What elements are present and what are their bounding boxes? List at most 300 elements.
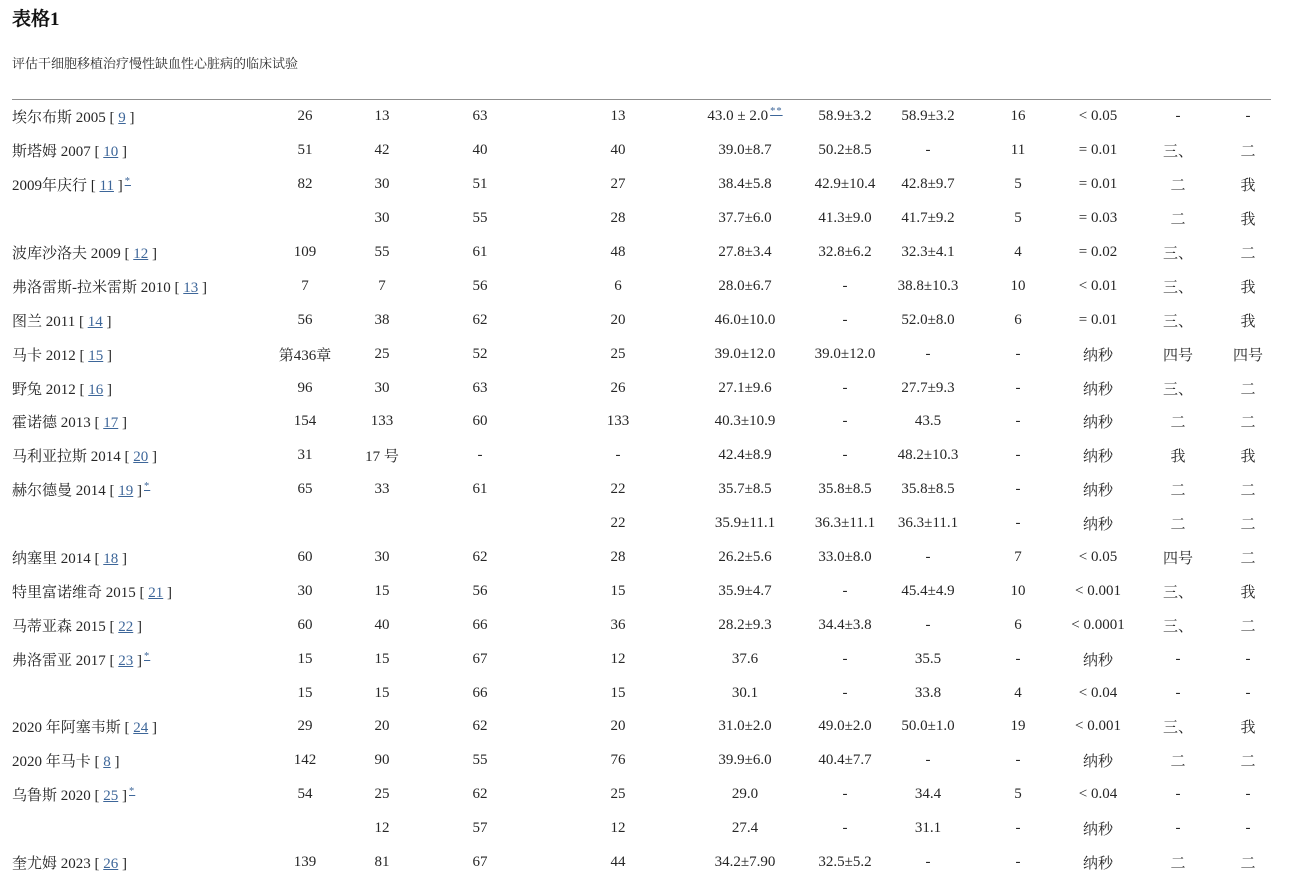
value-cell: 57 (472, 820, 488, 837)
value-cell: 我 (1240, 178, 1256, 195)
value-cell: 63 (472, 108, 488, 125)
table-row (12, 846, 1271, 880)
value-cell: 纳秒 (1082, 652, 1113, 669)
table-row (12, 744, 1271, 778)
value-cell: - (1015, 820, 1021, 837)
study-name: 图兰 2011 [ (12, 313, 88, 330)
study-cell (12, 236, 255, 270)
value-cell: 31.1 (914, 820, 942, 837)
value-cell: - (842, 786, 848, 803)
value-cell: - (842, 311, 848, 328)
value-cell: 109 (293, 244, 317, 260)
value-cell: 15 (374, 582, 390, 599)
table-row (12, 642, 1271, 676)
value-cell: 35.8±8.5 (901, 481, 955, 498)
value-cell: 43.0 ± 2.0 ** (707, 106, 783, 125)
study-name: 2020 年马卡 [ (12, 754, 104, 771)
value-cell: 四号 (1232, 347, 1263, 364)
value-cell: = 0.01 (1078, 311, 1118, 328)
study-name: 特里富诺维奇 2015 [ (12, 584, 149, 601)
table-row (12, 439, 1271, 473)
value-cell: 22 (610, 481, 626, 498)
value-cell: - (842, 379, 848, 396)
value-cell: 32.8±6.2 (818, 244, 872, 260)
value-cell: 二 (1240, 551, 1256, 568)
footnote-marker (125, 176, 131, 187)
reference-bracket: ] (103, 347, 112, 364)
value-cell: 48 (610, 244, 626, 260)
value-cell: 33.0±8.0 (818, 549, 872, 566)
value-cell: 35.5 (914, 650, 942, 667)
value-cell: 142 (293, 752, 317, 769)
study-name: 乌鲁斯 2020 [ (12, 788, 104, 805)
value-cell: 51 (472, 176, 488, 193)
value-cell: 5 (1014, 176, 1022, 193)
value-cell: 133 (370, 413, 394, 430)
value-cell: 27.4 (731, 820, 759, 837)
value-cell: 13 (610, 108, 626, 125)
value-cell: 58.9±3.2 (901, 108, 955, 125)
study-cell (12, 371, 255, 405)
value-cell: 38.4±5.8 (718, 176, 772, 193)
value-cell: - (1245, 820, 1251, 837)
value-cell: 15 (374, 650, 390, 667)
table-row (12, 303, 1271, 337)
value-cell: - (925, 854, 931, 871)
value-cell (409, 507, 551, 541)
value-cell: 12 (610, 820, 626, 837)
reference-link-10[interactable]: 10 (103, 144, 119, 161)
value-cell (355, 507, 409, 541)
table-row (12, 541, 1271, 575)
value-cell: 我 (1170, 449, 1186, 466)
value-cell: - (925, 752, 931, 769)
value-cell: 三、 (1162, 313, 1193, 330)
value-cell: - (842, 820, 848, 837)
value-cell: < 0.04 (1078, 786, 1118, 803)
value-cell: 二 (1240, 856, 1256, 873)
value-cell: - (842, 413, 848, 430)
value-cell: 10 (1010, 277, 1026, 294)
value-cell: 26 (610, 379, 626, 396)
value-cell: 82 (297, 176, 313, 193)
study-cell (12, 405, 255, 439)
value-cell: 139 (293, 854, 317, 871)
value-cell: < 0.001 (1075, 582, 1121, 599)
value-cell: 6 (614, 277, 622, 294)
footnote-marker (144, 481, 150, 492)
value-cell: 纳秒 (1082, 856, 1113, 873)
value-cell: 36.3±11.1 (814, 515, 876, 532)
value-cell: 三、 (1162, 246, 1193, 262)
study-name: 霍诺德 2013 [ (12, 415, 104, 432)
table-row (12, 337, 1271, 371)
value-cell: 三、 (1162, 381, 1193, 398)
value-cell: 二 (1240, 381, 1256, 398)
value-cell: 40 (472, 142, 488, 159)
reference-bracket: ] (163, 584, 172, 601)
value-cell: 4 (1014, 684, 1022, 701)
value-cell: 62 (472, 549, 488, 566)
study-cell (12, 337, 255, 371)
table-body (12, 100, 1271, 880)
value-cell: 33 (374, 481, 390, 498)
footnote-star-link[interactable]: * (124, 176, 131, 188)
reference-bracket: ] (113, 178, 123, 195)
value-cell: < 0.001 (1075, 718, 1121, 735)
value-cell: 20 (374, 718, 390, 735)
value-cell: 二 (1170, 483, 1186, 500)
value-cell: 32.3±4.1 (901, 244, 955, 260)
reference-link-9[interactable]: 9 (118, 110, 126, 127)
value-cell: 55 (472, 210, 488, 227)
value-cell: 55 (374, 244, 390, 260)
study-cell (12, 269, 255, 303)
value-cell: 纳秒 (1082, 822, 1113, 839)
reference-link-13[interactable]: 13 (183, 279, 199, 296)
value-cell: 36 (610, 616, 626, 633)
value-cell: 37.6 (731, 650, 759, 667)
value-cell: 36.3±11.1 (897, 515, 959, 532)
value-cell: 15 (374, 684, 390, 701)
reference-link-14[interactable]: 14 (87, 313, 103, 330)
value-cell: 44 (610, 854, 626, 871)
value-cell: 22 (610, 515, 626, 532)
value-cell: 30 (374, 379, 390, 396)
value-cell: 48.2±10.3 (897, 447, 959, 464)
value-cell: 12 (610, 650, 626, 667)
value-cell: 二 (1240, 246, 1256, 262)
value-cell: 58.9±3.2 (818, 108, 872, 125)
table-row (12, 676, 1271, 710)
value-cell: - (842, 650, 848, 667)
value-cell: 7 (1014, 549, 1022, 566)
study-cell (12, 710, 255, 744)
value-cell: - (1175, 684, 1181, 701)
value-cell: 四号 (1162, 551, 1193, 568)
value-cell: 51 (297, 142, 313, 159)
value-cell: 30 (374, 176, 390, 193)
value-cell: 42.4±8.9 (718, 447, 772, 464)
value-cell: 45.4±4.9 (901, 582, 955, 599)
value-cell: 二 (1170, 415, 1186, 432)
value-cell: 35.9±11.1 (714, 515, 776, 532)
table-row (12, 168, 1271, 202)
reference-link-18[interactable]: 18 (103, 551, 119, 568)
table-row (12, 608, 1271, 642)
study-cell (12, 168, 255, 202)
value-cell: - (1015, 447, 1021, 464)
reference-bracket: ] (118, 551, 127, 568)
value-cell: 30 (297, 582, 313, 599)
value-cell: - (1015, 515, 1021, 532)
value-cell: 19 (1010, 718, 1026, 735)
value-cell: 30 (374, 210, 390, 227)
table-row (12, 100, 1271, 134)
value-cell: 35.7±8.5 (718, 481, 772, 498)
value-cell: 42 (374, 142, 390, 159)
value-cell: 56 (472, 277, 488, 294)
footnote-star-link[interactable]: * (144, 650, 151, 662)
value-cell: 34.4±3.8 (818, 616, 872, 633)
value-cell: = 0.01 (1078, 142, 1118, 159)
table-row (12, 134, 1271, 168)
reference-bracket: ] (133, 652, 142, 669)
footnote-marker (770, 106, 783, 117)
value-cell (255, 202, 355, 236)
value-cell: 56 (472, 582, 488, 599)
footnote-star-link[interactable]: * (129, 786, 136, 798)
value-cell: 30 (374, 549, 390, 566)
value-cell: 62 (472, 311, 488, 328)
value-cell: 20 (610, 311, 626, 328)
value-cell: 90 (374, 752, 390, 769)
value-cell: 50.0±1.0 (901, 718, 955, 735)
table-row (12, 710, 1271, 744)
value-cell: - (1015, 752, 1021, 769)
value-cell: 49.0±2.0 (818, 718, 872, 735)
value-cell: 33.8 (914, 684, 942, 701)
study-name: 2020 年阿塞韦斯 [ (12, 720, 134, 737)
value-cell: 29 (297, 718, 313, 735)
value-cell: 54 (297, 786, 313, 803)
value-cell: 12 (374, 820, 390, 837)
value-cell: 37.7±6.0 (718, 210, 772, 227)
value-cell: 7 (301, 277, 309, 294)
value-cell: 13 (374, 108, 390, 125)
value-cell: = 0.02 (1078, 244, 1118, 260)
study-cell (12, 541, 255, 575)
value-cell: 四号 (1162, 347, 1193, 364)
value-cell: - (925, 616, 931, 633)
value-cell: 7 (378, 277, 386, 294)
value-cell: 我 (1240, 212, 1256, 229)
value-cell: - (1015, 379, 1021, 396)
value-cell: 27.8±3.4 (718, 244, 772, 260)
value-cell: 76 (610, 752, 626, 769)
value-cell: < 0.05 (1078, 549, 1118, 566)
value-cell: - (1015, 413, 1021, 430)
study-cell (12, 812, 255, 846)
value-cell: 34.4 (914, 786, 942, 803)
study-cell (12, 676, 255, 710)
table-row (12, 812, 1271, 846)
study-cell (12, 202, 255, 236)
value-cell: - (925, 142, 931, 159)
value-cell: 40 (374, 616, 390, 633)
reference-link-21[interactable]: 21 (148, 584, 164, 601)
study-name: 马利亚拉斯 2014 [ (12, 449, 134, 466)
value-cell: 66 (472, 684, 488, 701)
reference-link-16[interactable]: 16 (88, 381, 104, 398)
value-cell: = 0.01 (1078, 176, 1118, 193)
value-cell: - (1245, 108, 1251, 125)
footnote-double-star-link[interactable]: ** (770, 106, 783, 118)
value-cell: - (1245, 786, 1251, 803)
reference-bracket: ] (103, 381, 112, 398)
value-cell: 二 (1240, 483, 1256, 500)
value-cell: - (842, 684, 848, 701)
value-cell: 纳秒 (1082, 381, 1113, 398)
value-cell: 55 (472, 752, 488, 769)
value-cell: 46.0±10.0 (714, 311, 776, 328)
study-cell (12, 439, 255, 473)
value-cell: - (1245, 684, 1251, 701)
value-cell: 27.1±9.6 (718, 379, 772, 396)
reference-bracket: ] (118, 856, 127, 873)
study-name: 赫尔德曼 2014 [ (12, 483, 119, 500)
value-cell: < 0.05 (1078, 108, 1118, 125)
value-cell: 38.8±10.3 (897, 277, 959, 294)
value-cell: 二 (1240, 144, 1256, 161)
value-cell: 我 (1240, 279, 1256, 296)
value-cell: 63 (472, 379, 488, 396)
value-cell: 39.0±8.7 (718, 142, 772, 159)
value-cell: 纳秒 (1082, 754, 1113, 771)
value-cell: - (925, 549, 931, 566)
value-cell: 50.2±8.5 (818, 142, 872, 159)
value-cell: 我 (1240, 449, 1256, 466)
study-name: 马卡 2012 [ (12, 347, 89, 364)
table-row (12, 236, 1271, 270)
value-cell: 20 (610, 718, 626, 735)
value-cell: - (925, 345, 931, 362)
value-cell: 32.5±5.2 (818, 854, 872, 871)
reference-link-17[interactable]: 17 (103, 415, 119, 432)
value-cell: - (1015, 481, 1021, 498)
footnote-marker (144, 651, 150, 662)
value-cell: 41.3±9.0 (818, 210, 872, 227)
table-row (12, 778, 1271, 812)
value-cell: - (842, 277, 848, 294)
value-cell: 60 (472, 413, 488, 430)
value-cell: 40.3±10.9 (714, 413, 776, 430)
reference-link-20[interactable]: 20 (133, 449, 149, 466)
value-cell: 39.9±6.0 (718, 752, 772, 769)
value-cell: 二 (1240, 517, 1256, 534)
value-cell: 29.0 (731, 786, 759, 803)
study-name: 埃尔布斯 2005 [ (12, 110, 119, 127)
footnote-star-link[interactable]: * (144, 481, 151, 493)
value-cell: - (477, 447, 483, 464)
value-cell: 纳秒 (1082, 483, 1113, 500)
table-row (12, 269, 1271, 303)
table-row (12, 473, 1271, 507)
reference-bracket: ] (133, 483, 142, 500)
study-name: 马蒂亚森 2015 [ (12, 618, 119, 635)
footnote-marker (129, 786, 135, 797)
value-cell: 25 (610, 345, 626, 362)
value-cell: - (1175, 786, 1181, 803)
value-cell: 65 (297, 481, 313, 498)
value-cell: 6 (1014, 616, 1022, 633)
reference-link-25[interactable]: 25 (103, 788, 119, 805)
value-cell: - (1015, 345, 1021, 362)
table-row (12, 405, 1271, 439)
value-cell: 41.7±9.2 (901, 210, 955, 227)
reference-link-11[interactable]: 11 (99, 178, 114, 195)
value-cell: 10 (1010, 582, 1026, 599)
study-cell (12, 778, 255, 812)
value-cell: 28 (610, 549, 626, 566)
value-cell: 38 (374, 311, 390, 328)
value-cell: 二 (1240, 415, 1256, 432)
value-cell: 二 (1170, 517, 1186, 534)
value-cell: 40.4±7.7 (818, 752, 872, 769)
value-cell: 我 (1240, 720, 1256, 737)
reference-link-15[interactable]: 15 (88, 347, 104, 364)
study-name: 纳塞里 2014 [ (12, 551, 104, 568)
reference-link-24[interactable]: 24 (133, 720, 149, 737)
reference-bracket: ] (148, 246, 157, 262)
value-cell: 25 (610, 786, 626, 803)
table-row (12, 202, 1271, 236)
value-cell: 56 (297, 311, 313, 328)
value-cell: 纳秒 (1082, 347, 1113, 364)
reference-link-12[interactable]: 12 (133, 246, 149, 262)
value-cell: 133 (606, 413, 630, 430)
value-cell: 40 (610, 142, 626, 159)
value-cell: 我 (1240, 584, 1256, 601)
value-cell (255, 507, 355, 541)
study-name: 弗洛雷亚 2017 [ (12, 652, 119, 669)
reference-link-19[interactable]: 19 (118, 483, 134, 500)
reference-link-26[interactable]: 26 (103, 856, 119, 873)
value-cell: - (1175, 108, 1181, 125)
value-cell: < 0.0001 (1071, 616, 1125, 633)
value-cell: 96 (297, 379, 313, 396)
value-cell: 15 (297, 650, 313, 667)
value-cell: 三、 (1162, 279, 1193, 296)
value-cell: 二 (1240, 754, 1256, 771)
reference-link-8[interactable]: 8 (103, 754, 111, 771)
table-row (12, 507, 1271, 541)
value-cell: 52 (472, 345, 488, 362)
reference-link-23[interactable]: 23 (118, 652, 134, 669)
value-cell: 35.8±8.5 (818, 481, 872, 498)
reference-bracket: ] (148, 449, 157, 466)
study-name: 野兔 2012 [ (12, 381, 89, 398)
value-cell: - (1245, 650, 1251, 667)
value-cell: 52.0±8.0 (901, 311, 955, 328)
value-cell: 31.0±2.0 (718, 718, 772, 735)
table-row (12, 574, 1271, 608)
value-cell: 11 (1010, 142, 1026, 159)
value-cell: 6 (1014, 311, 1022, 328)
table-title: 表格1 (12, 9, 60, 30)
value-cell: 16 (1010, 108, 1026, 125)
value-cell: - (1015, 854, 1021, 871)
study-name: 波库沙洛夫 2009 [ (12, 246, 134, 262)
value-cell: < 0.01 (1078, 277, 1118, 294)
value-cell: 26.2±5.6 (718, 549, 772, 566)
reference-bracket: ] (118, 788, 127, 805)
reference-link-22[interactable]: 22 (118, 618, 134, 635)
value-cell: 43.5 (914, 413, 942, 430)
reference-bracket: ] (133, 618, 142, 635)
value-cell: 17 号 (365, 449, 399, 466)
value-cell: 67 (472, 650, 488, 667)
value-cell: 纳秒 (1082, 415, 1113, 432)
value-cell: 31 (297, 447, 313, 464)
value-cell: 三、 (1162, 720, 1193, 737)
value-cell: 42.8±9.7 (901, 176, 955, 193)
value-cell: 二 (1170, 856, 1186, 873)
value-cell: 三、 (1162, 618, 1193, 635)
value-cell: 5 (1014, 786, 1022, 803)
value-cell: 67 (472, 854, 488, 871)
value-cell: 二 (1170, 754, 1186, 771)
